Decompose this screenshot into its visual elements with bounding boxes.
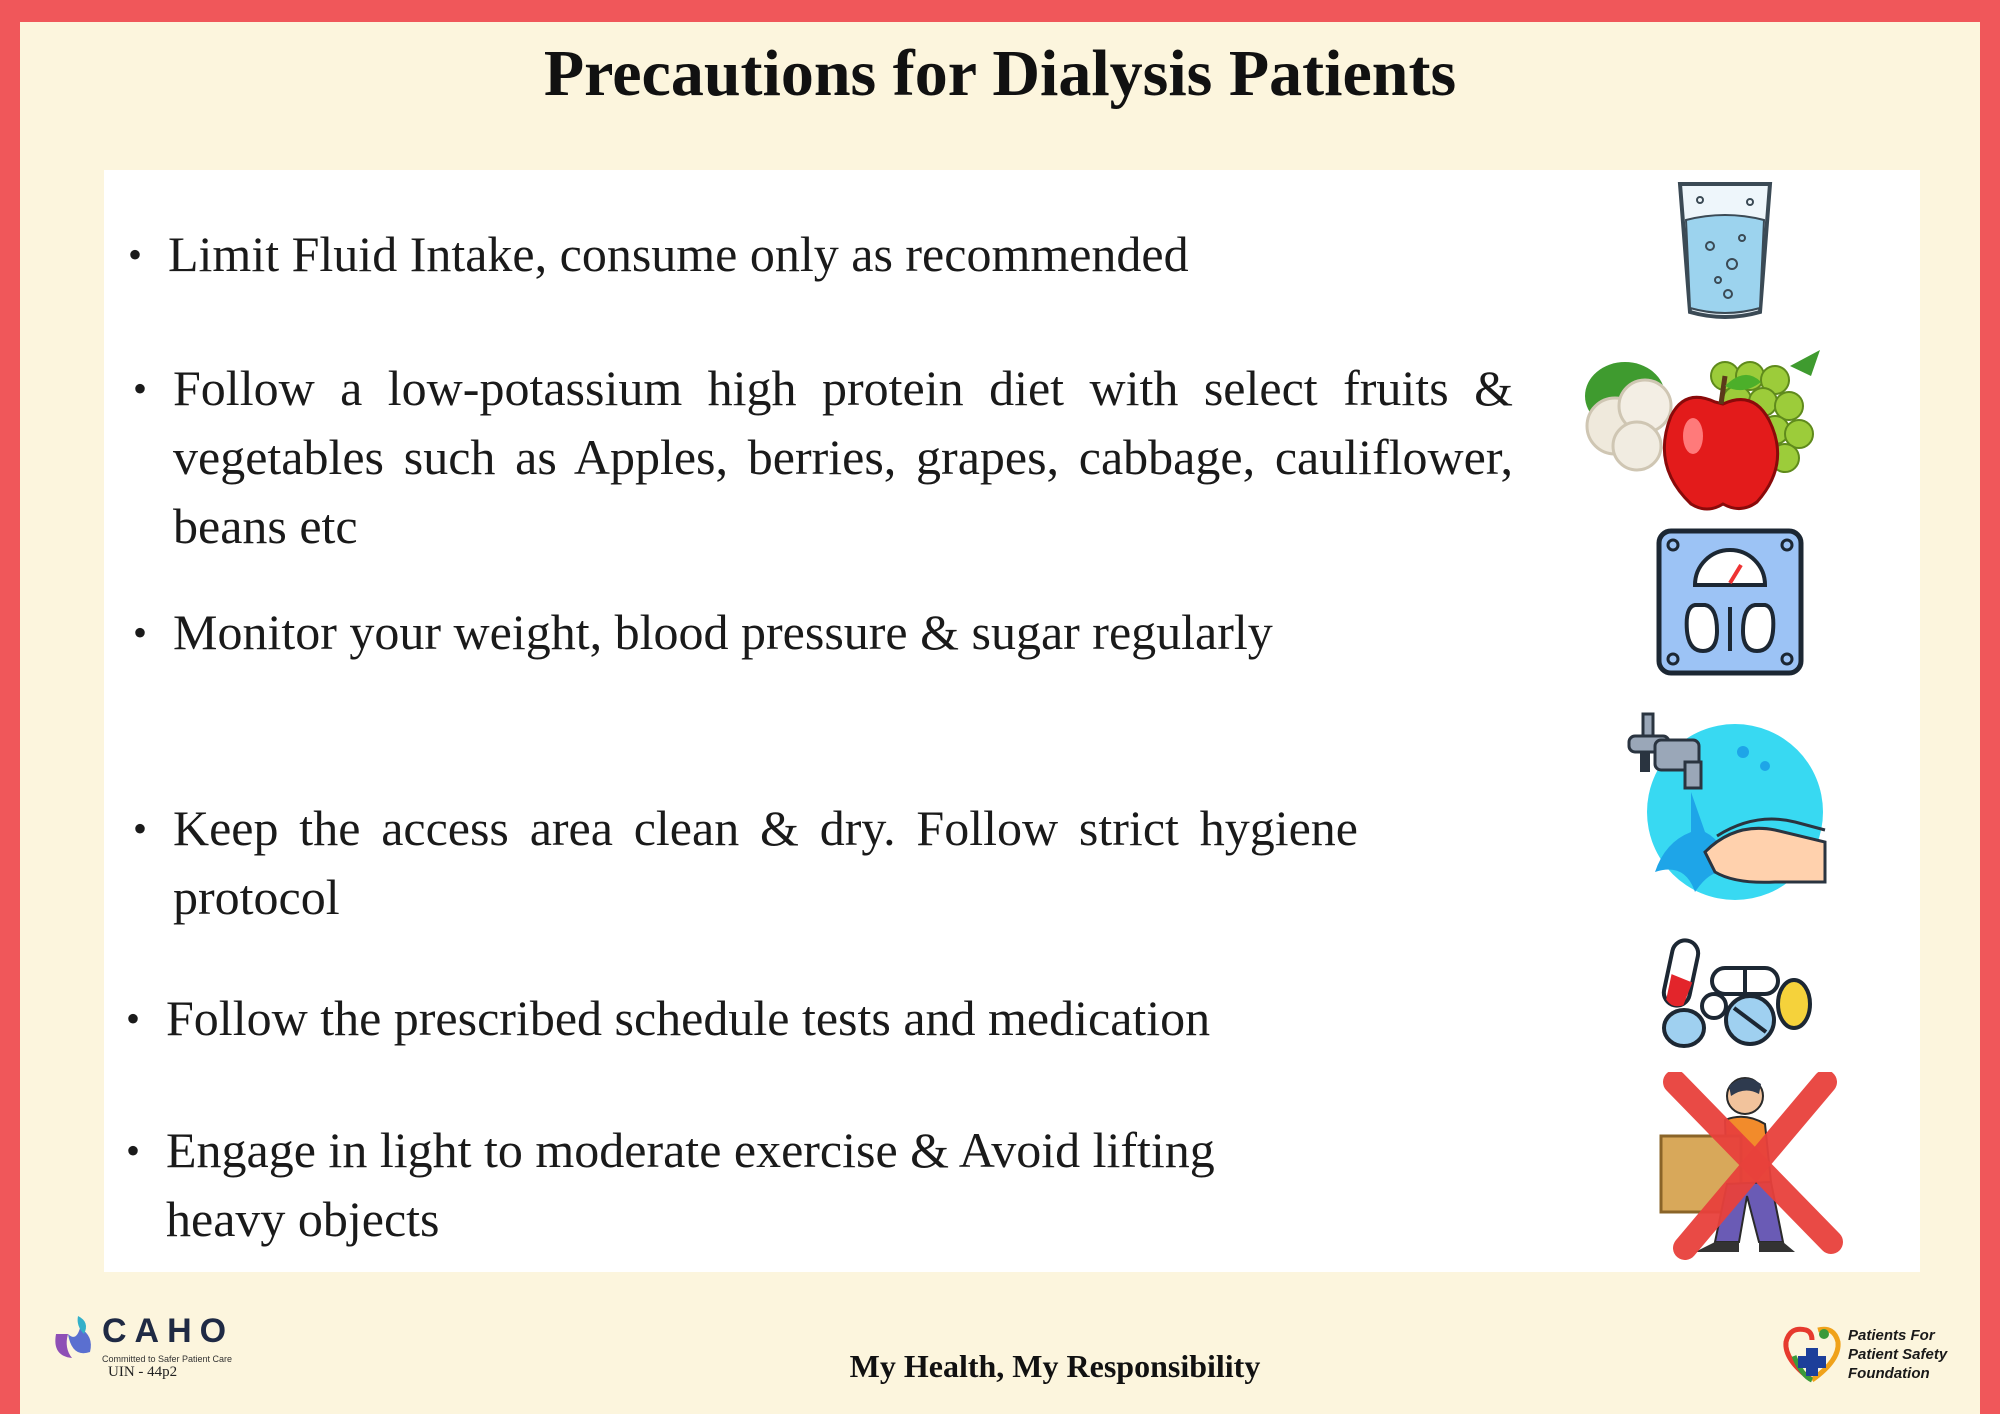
psf-wordmark: Patients For Patient Safety Foundation: [1848, 1327, 1948, 1382]
weighing-scale-icon: [1655, 527, 1805, 677]
caho-tagline: Committed to Safer Patient Care: [102, 1354, 233, 1364]
water-glass-icon: [1670, 176, 1780, 322]
caho-wordmark: CAHO: [102, 1312, 235, 1350]
psf-logo: [1780, 1318, 1960, 1388]
precaution-item: [133, 598, 1331, 667]
precaution-text: Monitor your weight, blood pressure & sugar regularly: [173, 604, 1273, 660]
precaution-item: [126, 1116, 1346, 1254]
bullet: •: [133, 366, 148, 411]
precaution-text: Limit Fluid Intake, consume only as recommended: [168, 226, 1189, 282]
hand-washing-icon: [1625, 712, 1835, 902]
page-title: Precautions for Dialysis Patients: [543, 37, 1457, 110]
bullet: •: [126, 996, 141, 1041]
heart-cross-icon: [1780, 1322, 1844, 1386]
precaution-item: [133, 354, 1513, 561]
bullet: •: [133, 806, 148, 851]
precaution-item: [126, 984, 1466, 1053]
uin-code: UIN - 44p2: [108, 1364, 178, 1380]
no-heavy-lifting-icon: [1655, 1072, 1849, 1264]
footer-slogan: My Health, My Responsibility: [849, 1348, 1261, 1384]
precaution-item: [133, 794, 1358, 932]
precaution-text: Follow a low-potassium high protein diet with select fruits & vegetables such as Apples, berries, grapes, cabbage, cauliflower, beans etc: [173, 360, 1513, 554]
precaution-text: Follow the prescribed schedule tests and medication: [166, 990, 1211, 1046]
precaution-text: Engage in light to moderate exercise & Avoid lifting heavy objects: [166, 1122, 1215, 1247]
bullet: •: [126, 1128, 141, 1173]
bullet: •: [128, 232, 143, 277]
fruits-vegetables-icon: [1585, 336, 1835, 516]
precaution-text: Keep the access area clean & dry. Follow strict hygiene protocol: [173, 800, 1358, 925]
pills-icon: [1660, 936, 1812, 1056]
precaution-item: [128, 220, 1468, 289]
bullet: •: [133, 610, 148, 655]
